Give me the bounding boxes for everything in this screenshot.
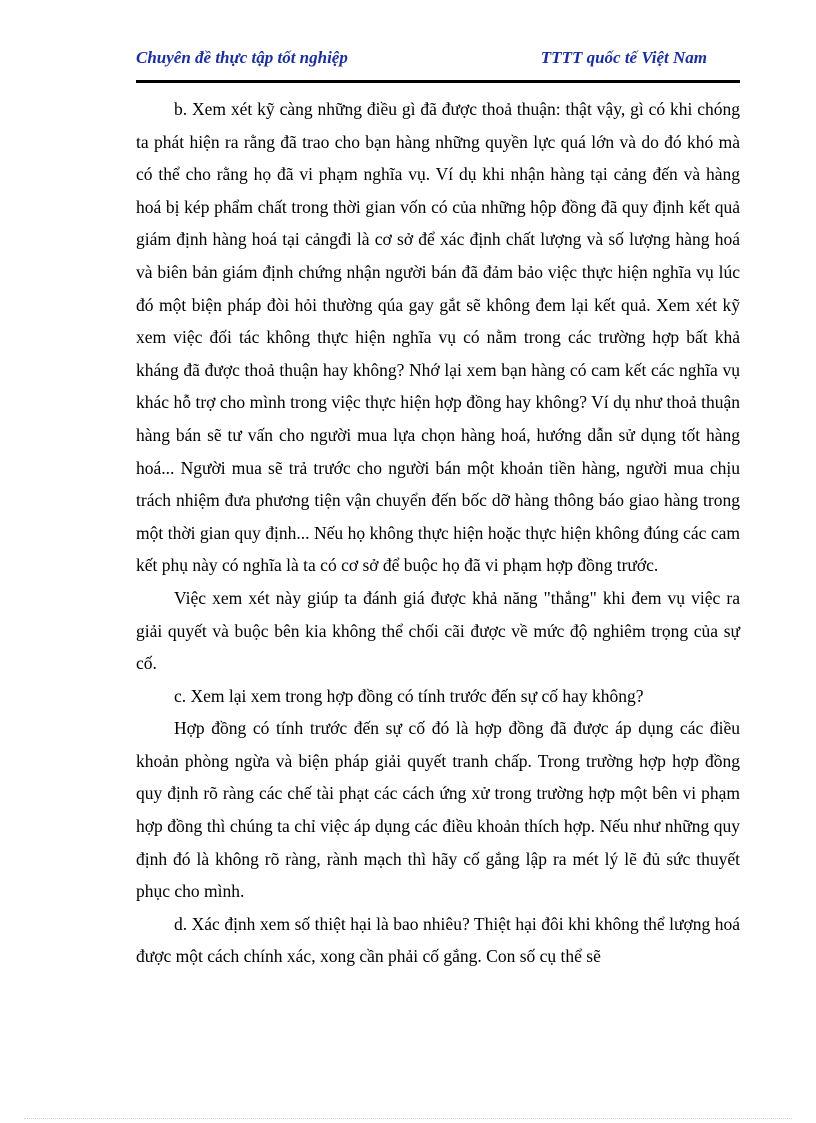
header-organization: TTTT quốc tế Việt Nam: [540, 48, 707, 67]
paragraph-b: b. Xem xét kỹ càng những điều gì đã được thoả thuận: thật vậy, gì có khi chóng ta phát hiện ra rằng đã trao cho bạn hàng những quyền lực quá lớn và do đó khó mà có thể cho rằng họ đã vi phạm nghĩa vụ. Ví dụ khi nhận hàng tại cảng đến và hàng hoá bị kép phẩm chất trong thời gian vốn có của những hộp đồng đã quy định kết quả giám định hàng hoá tại cảngđi là cơ sở để xác định chất lượng và số lượng hàng hoá và biên bản giám định chứng nhận người bán đã đảm bảo việc thực hiện nghĩa vụ lúc đó một biện pháp đòi hỏi thường qúa gay gắt sẽ không đem lại kết quả. Xem xét kỹ xem việc đối tác không thực hiện nghĩa vụ có nằm trong các trường hợp bất khả kháng đã được thoả thuận hay không? Nhớ lại xem bạn hàng có cam kết các nghĩa vụ khác hỗ trợ cho mình trong việc thực hiện hợp đồng hay không? Ví dụ như thoả thuận hàng bán sẽ tư vấn cho người mua lựa chọn hàng hoá, hướng dẫn sử dụng tốt hàng hoá... Người mua sẽ trả trước cho người bán một khoản tiền hàng, người mua chịu trách nhiệm đưa phương tiện vận chuyển đến bốc dỡ hàng thông báo giao hàng trong một thời gian quy định... Nếu họ không thực hiện hoặc thực hiện không đúng các cam kết phụ này có nghĩa là ta có cơ sở để buộc họ đã vi phạm hợp đồng trước.: [136, 99, 740, 576]
page-bottom-edge: [24, 1118, 792, 1119]
paragraph-d: d. Xác định xem số thiệt hại là bao nhiêu? Thiệt hại đôi khi không thể lượng hoá được một cách chính xác, xong cần phải cố gắng. Con số cụ thể sẽ: [136, 913, 740, 967]
paragraph-c-heading: c. Xem lại xem trong hợp đồng có tính trước đến sự cố hay không?: [174, 685, 644, 706]
page-header: [136, 48, 740, 78]
paragraph-c-body: Hợp đồng có tính trước đến sự cố đó là hợp đồng đã được áp dụng các điều khoản phòng ngừa và biện pháp giải quyết tranh chấp. Trong trường hợp hợp đồng quy định rõ ràng các chế tài phạt các cách ứng xử trong trường hợp một bên vi phạm hợp đồng thì chúng ta chỉ việc áp dụng các điều khoản thích hợp. Nếu như những quy định đó là không rõ ràng, rành mạch thì hãy cố gắng lập ra mét lý lẽ đủ sức thuyết phục cho mình.: [136, 718, 740, 902]
paragraph-evaluation: Việc xem xét này giúp ta đánh giá được khả năng "thắng" khi đem vụ việc ra giải quyết và buộc bên kia không thể chối cãi được về mức độ nghiêm trọng của sự cố.: [136, 587, 740, 674]
header-document-title: Chuyên đề thực tập tốt nghiệp: [136, 48, 348, 67]
header-divider: [136, 80, 740, 83]
document-body: [136, 93, 740, 973]
